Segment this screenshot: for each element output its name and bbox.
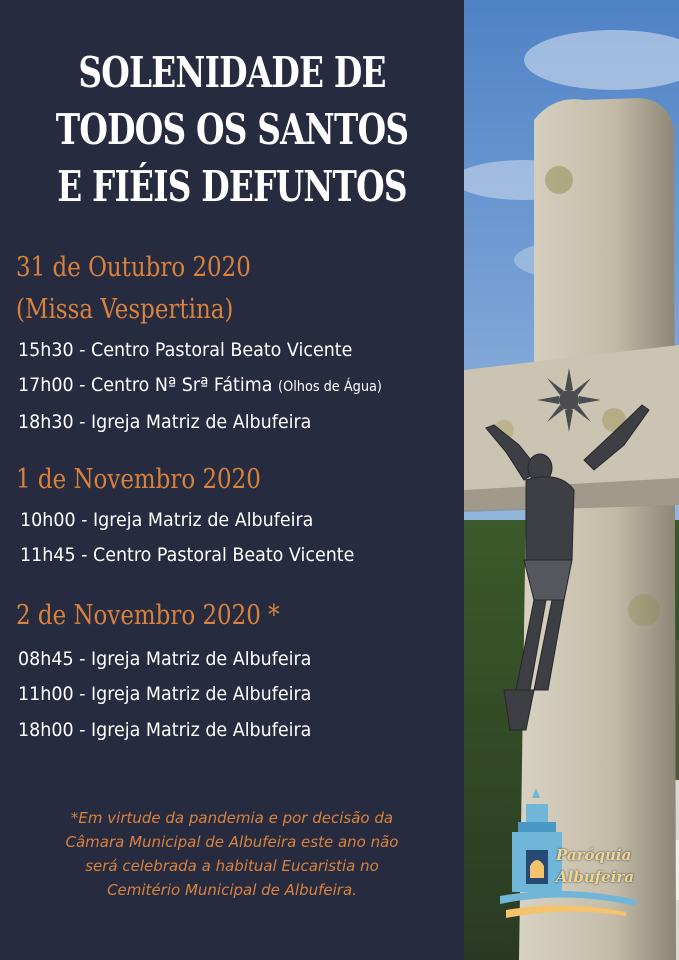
logo-text-line-1: Paróquia	[556, 846, 632, 864]
parish-logo	[496, 788, 646, 928]
logo-text-line-2: Albufeira	[556, 868, 635, 886]
title-line-3: E FIÉIS DEFUNTOS	[57, 162, 407, 211]
schedule-entry: 10h00 - Igreja Matriz de Albufeira	[20, 509, 314, 531]
schedule-entry: 18h30 - Igreja Matriz de Albufeira	[18, 411, 312, 433]
footnote-line: Câmara Municipal de Albufeira este ano não	[65, 833, 399, 851]
footnote-line: Cemitério Municipal de Albufeira.	[107, 881, 357, 899]
schedule-entry: 11h45 - Centro Pastoral Beato Vicente	[20, 544, 355, 566]
schedule-entry: 11h00 - Igreja Matriz de Albufeira	[18, 683, 312, 705]
footnote-line: será celebrada a habitual Eucaristia no	[85, 857, 379, 875]
schedule-entry: 08h45 - Igreja Matriz de Albufeira	[18, 648, 312, 670]
footnote-line: *Em virtude da pandemia e por decisão da	[70, 809, 394, 827]
day-heading-nov-2: 2 de Novembro 2020 *	[16, 600, 280, 631]
day-heading-oct-31: 31 de Outubro 2020	[16, 252, 251, 283]
schedule-entry: 15h30 - Centro Pastoral Beato Vicente	[18, 339, 353, 361]
title-line-1: SOLENIDADE DE	[78, 48, 386, 97]
schedule-entry: 17h00 - Centro Nª Srª Fátima (Olhos de Água)	[18, 374, 382, 396]
day-heading-nov-1: 1 de Novembro 2020	[16, 464, 261, 495]
schedule-entry: 18h00 - Igreja Matriz de Albufeira	[18, 719, 312, 741]
title-line-2: TODOS OS SANTOS	[55, 105, 409, 154]
day-subheading-vespertina: (Missa Vespertina)	[16, 294, 234, 325]
footnote	[16, 806, 448, 902]
page-title	[51, 44, 413, 215]
entry-note: (Olhos de Água)	[278, 379, 382, 395]
